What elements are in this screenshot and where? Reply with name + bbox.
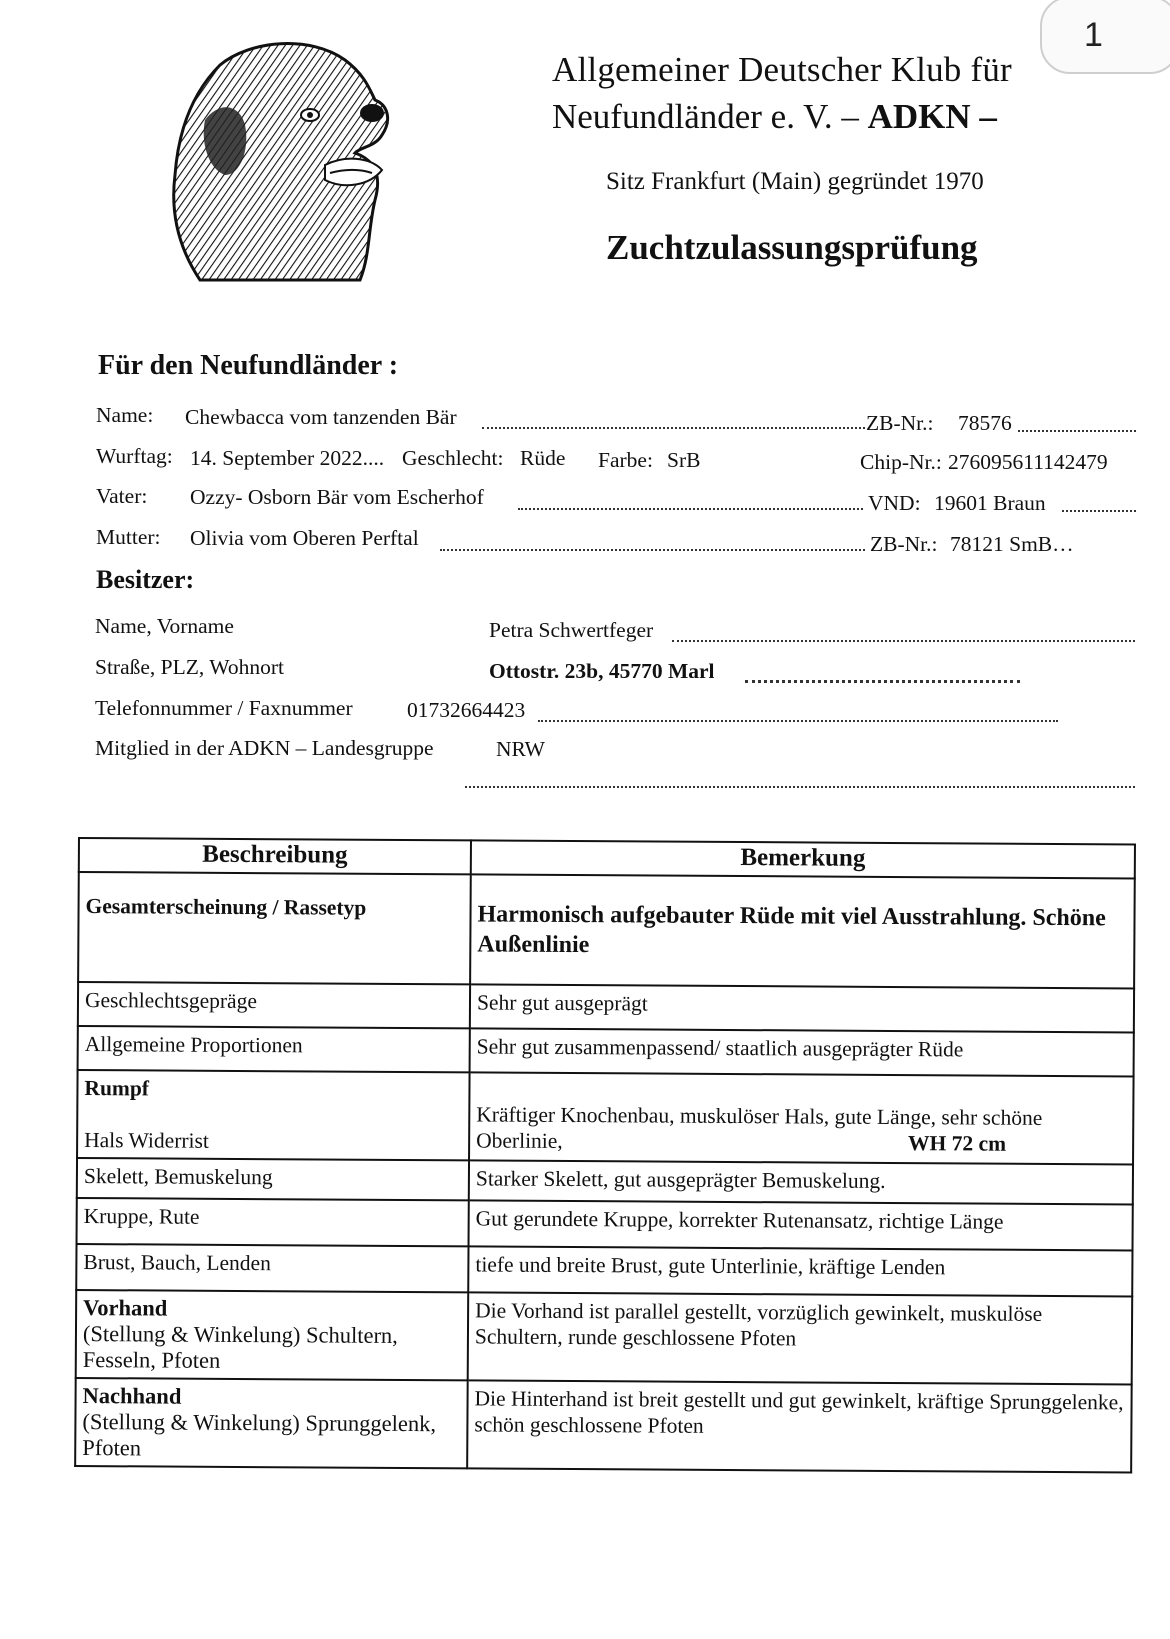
dotted-line — [465, 786, 1135, 788]
vnd-label: VND: — [868, 491, 921, 515]
row-remark: tiefe und breite Brust, gute Unterlinie, kräftige Lenden — [468, 1246, 1132, 1296]
assessment-table — [74, 837, 1136, 1473]
owner-name-value: Petra Schwertfeger — [489, 618, 654, 642]
club-name-line1: Allgemeiner Deutscher Klub für — [552, 50, 1012, 89]
row-remark: Die Vorhand ist parallel gestellt, vorzüglich gewinkelt, muskulöse Schultern, runde geschlossene Pfoten — [468, 1292, 1133, 1384]
wurftag-value: 14. September 2022.... — [190, 446, 385, 470]
vnd-value: 19601 Braun — [934, 491, 1046, 515]
geschlecht-value: Rüde — [520, 446, 566, 470]
row-remark: Sehr gut ausgeprägt — [470, 984, 1134, 1032]
row-remark — [469, 1072, 1134, 1164]
table-row — [77, 1070, 1134, 1164]
owner-phone-label: Telefonnummer / Faxnummer — [95, 696, 353, 720]
table-row — [78, 872, 1135, 988]
dotted-line — [672, 640, 1135, 642]
row-label-bold: Gesamterscheinung / Rassetyp — [85, 894, 367, 920]
row-label: Allgemeine Proportionen — [78, 1026, 470, 1072]
club-subtitle: Sitz Frankfurt (Main) gegründet 1970 — [606, 168, 984, 195]
table-row — [78, 982, 1134, 1032]
row-label — [77, 1070, 470, 1160]
row-label-bold: Vorhand — [83, 1295, 168, 1321]
row-label: Skelett, Bemuskelung — [77, 1158, 469, 1200]
owner-section-heading: Besitzer: — [96, 565, 195, 594]
geschlecht-label: Geschlecht: — [402, 446, 504, 470]
chip-label: Chip-Nr.: — [860, 450, 942, 474]
dotted-line — [440, 549, 865, 551]
row-label-bold: Rumpf — [84, 1076, 150, 1101]
row-label: Kruppe, Rute — [77, 1198, 469, 1246]
mutter-value: Olivia vom Oberen Perftal — [190, 526, 419, 550]
table-row — [76, 1290, 1133, 1384]
row-label-bold: Nachhand — [82, 1383, 182, 1409]
dotted-line — [1062, 510, 1136, 512]
member-value: NRW — [496, 737, 545, 761]
row-remark-wh: WH 72 cm — [908, 1131, 1007, 1156]
mutter-zb-label: ZB-Nr.: — [870, 532, 938, 556]
table-row — [78, 1026, 1134, 1076]
dotted-line — [745, 680, 1020, 683]
page-number: 1 — [1084, 16, 1103, 54]
club-name-line2 — [552, 97, 997, 137]
row-remark-text: Kräftiger Knochenbau, muskulöser Hals, gute Länge, sehr schöne Oberlinie, — [476, 1102, 1043, 1153]
header-bemerkung: Bemerkung — [471, 840, 1135, 878]
zb-value: 78576 — [958, 411, 1012, 435]
wurftag-label: Wurftag: — [96, 444, 173, 468]
mutter-label: Mutter: — [96, 525, 161, 549]
newfoundland-dog-logo — [160, 35, 400, 285]
row-remark — [470, 874, 1135, 988]
row-label: Brust, Bauch, Lenden — [76, 1244, 468, 1292]
owner-address-label: Straße, PLZ, Wohnort — [95, 655, 284, 679]
owner-address-value: Ottostr. 23b, 45770 Marl — [489, 659, 715, 683]
farbe-label: Farbe: — [598, 448, 653, 472]
member-label: Mitglied in der ADKN – Landesgruppe — [95, 736, 434, 760]
row-label-text: Hals Widerrist — [84, 1128, 209, 1153]
dog-name-label: Name: — [96, 403, 154, 427]
owner-name-label: Name, Vorname — [95, 614, 234, 638]
dotted-line — [1018, 430, 1136, 432]
row-remark: Die Hinterhand ist breit gestellt und gut gewinkelt, kräftige Sprunggelenke, schön geschlossene Pfoten — [467, 1380, 1132, 1472]
club-abbreviation: ADKN – — [867, 97, 997, 136]
page-number-badge[interactable] — [1040, 0, 1170, 74]
row-label-text: (Stellung & Winkelung) Schultern, Fesseln, Pfoten — [82, 1321, 398, 1373]
table-row — [75, 1378, 1132, 1472]
table-row — [77, 1158, 1133, 1204]
vater-label: Vater: — [96, 484, 148, 508]
farbe-value: SrB — [667, 448, 701, 472]
row-label — [76, 1290, 469, 1380]
row-label: Geschlechtsgepräge — [78, 982, 470, 1028]
dotted-line — [482, 427, 865, 429]
mutter-zb-value: 78121 SmB… — [950, 532, 1074, 556]
owner-phone-value: 01732664423 — [407, 698, 526, 722]
row-label-text: (Stellung & Winkelung) Sprunggelenk, Pfoten — [82, 1409, 437, 1461]
row-remark-bold: Harmonisch aufgebauter Rüde mit viel Ausstrahlung. Schöne Außenlinie — [477, 901, 1106, 959]
row-remark: Gut gerundete Kruppe, korrekter Rutenansatz, richtige Länge — [469, 1200, 1133, 1250]
row-label — [78, 872, 471, 984]
dotted-line — [538, 720, 1058, 722]
form-title: Zuchtzulassungsprüfung — [606, 228, 978, 267]
vater-value: Ozzy- Osborn Bär vom Escherhof — [190, 485, 484, 509]
chip-value: 276095611142479 — [948, 450, 1108, 474]
header-beschreibung: Beschreibung — [79, 838, 471, 874]
dotted-line — [518, 508, 863, 510]
table-row — [77, 1198, 1133, 1250]
row-remark: Sehr gut zusammenpassend/ staatlich ausgeprägter Rüde — [470, 1028, 1134, 1076]
dog-section-heading: Für den Neufundländer : — [98, 350, 399, 381]
row-remark: Starker Skelett, gut ausgeprägter Bemuskelung. — [469, 1160, 1133, 1204]
row-label — [75, 1378, 468, 1468]
table-row — [76, 1244, 1132, 1296]
zb-label: ZB-Nr.: — [866, 411, 934, 435]
club-name-line2-plain: Neufundländer e. V. – — [552, 97, 859, 136]
dog-name-value: Chewbacca vom tanzenden Bär — [185, 405, 457, 429]
